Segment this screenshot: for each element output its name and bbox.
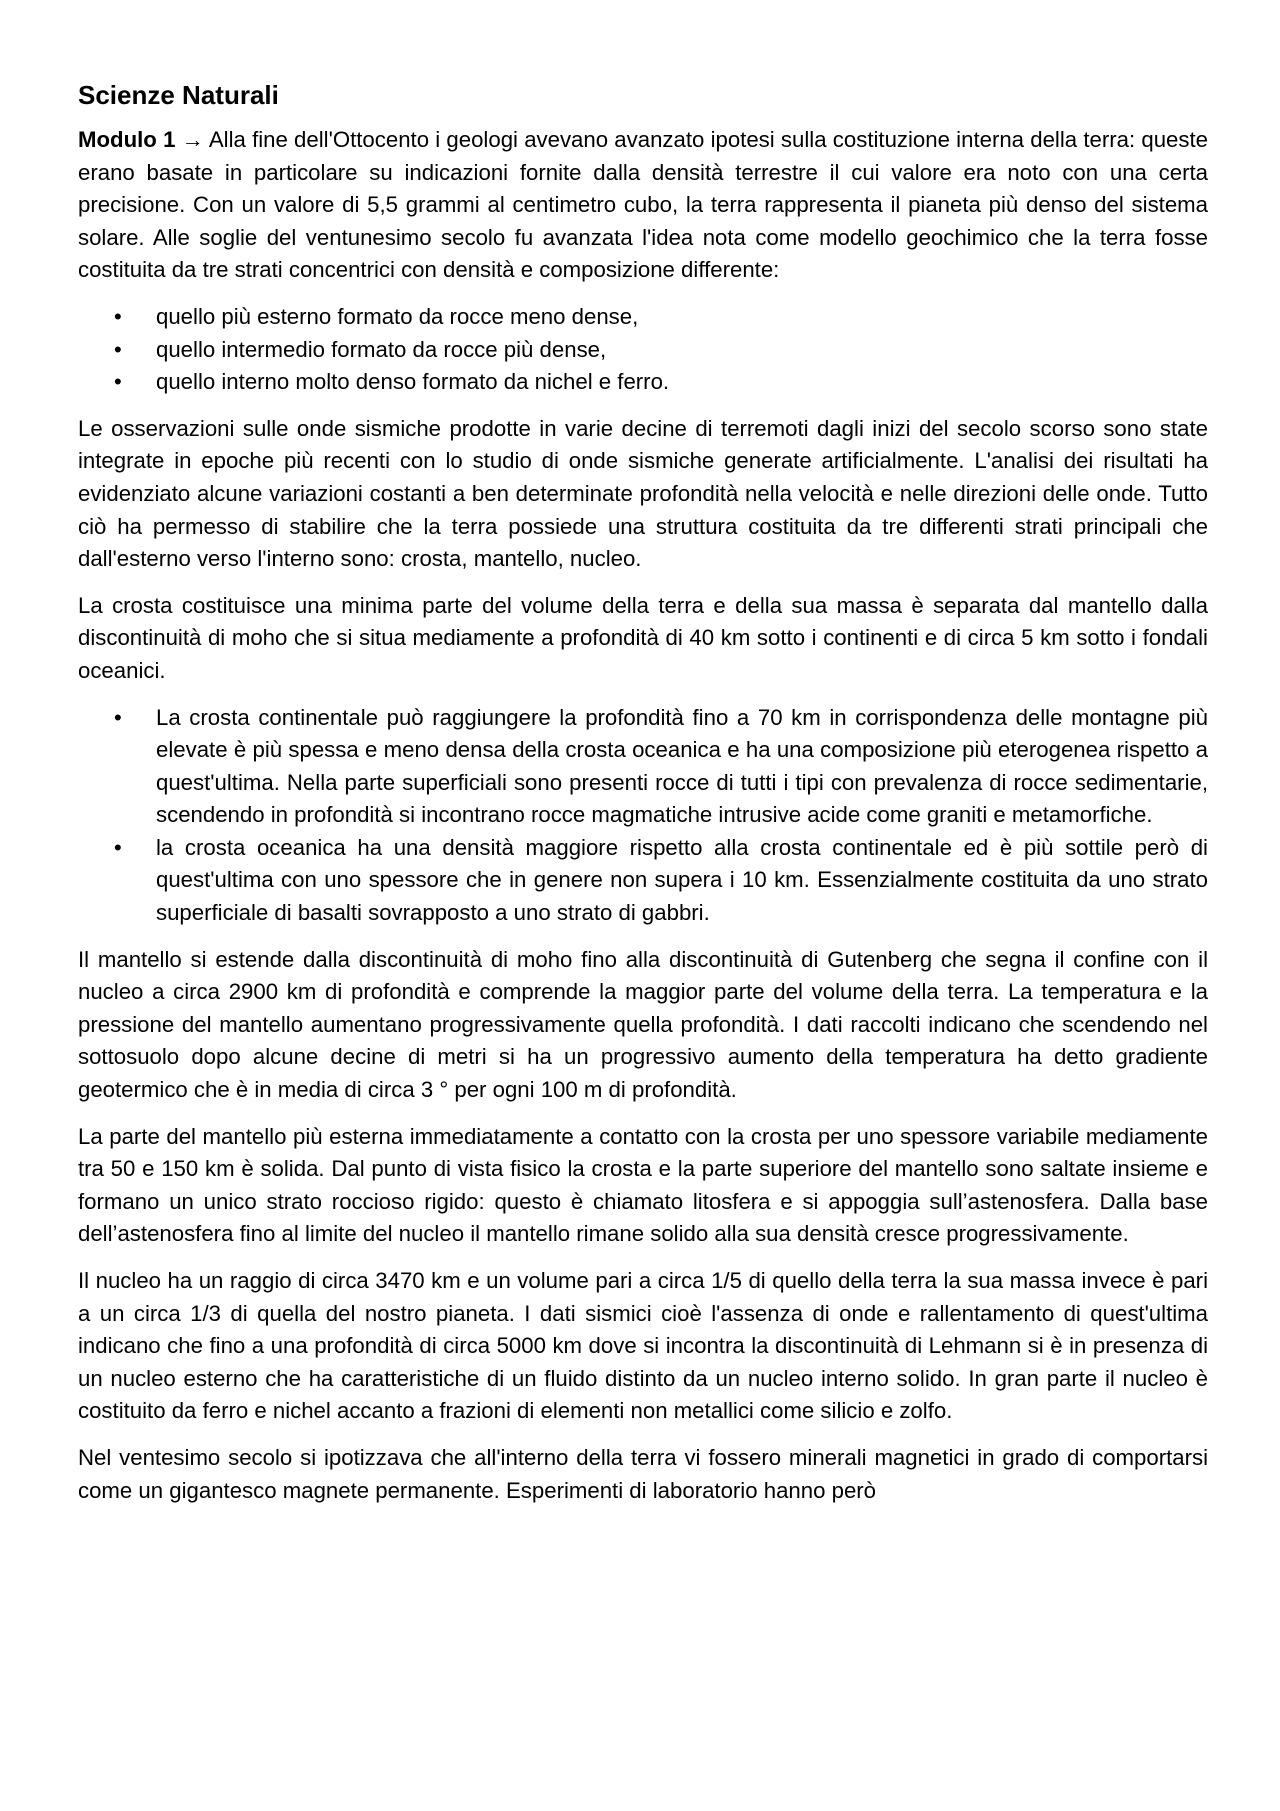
list-item-text: quello più esterno formato da rocce meno dense, xyxy=(156,303,639,329)
page-title: Scienze Naturali xyxy=(78,80,279,110)
intro-paragraph xyxy=(78,124,1208,287)
bullet-icon: • xyxy=(114,303,122,329)
strata-list xyxy=(78,301,1208,399)
modulo-label: Modulo 1 xyxy=(78,127,176,152)
seismic-paragraph: Le osservazioni sulle onde sismiche prodotte in varie decine di terremoti dagli inizi del secolo scorso sono state integrate in epoche più recenti con lo studio di onde sismiche generate artificialmente. L'analisi dei risultati ha evidenziato alcune variazioni costanti a ben determinate profondità nella velocità e nelle direzioni delle onde. Tutto ciò ha permesso di stabilire che la terra possiede una struttura costituita da tre differenti strati principali che dall'esterno verso l'interno sono: crosta, mantello, nucleo. xyxy=(78,415,1208,572)
arrow-icon: → xyxy=(181,127,204,152)
core-paragraph: Il nucleo ha un raggio di circa 3470 km e un volume pari a circa 1/5 di quello della terra la sua massa invece è pari a un circa 1/3 di quella del nostro pianeta. I dati sismici cioè l'assenza di onde e rallentamento di quest'ultima indicano che fino a una profondità di circa 5000 km dove si incontra la discontinuità di Lehmann si è in presenza di un nucleo esterno che ha caratteristiche di un fluido distinto da un nucleo interno solido. In gran parte il nucleo è costituito da ferro e nichel accanto a frazioni di elementi non metallici come silicio e zolfo. xyxy=(78,1268,1208,1424)
list-item xyxy=(78,366,1208,399)
crust-list xyxy=(78,702,1208,930)
list-item-text: quello intermedio formato da rocce più dense, xyxy=(156,336,607,362)
bullet-icon: • xyxy=(114,336,122,362)
bullet-icon: • xyxy=(114,834,122,860)
crust-paragraph: La crosta costituisce una minima parte del volume della terra e della sua massa è separata dal mantello dalla discontinuità di moho che si situa mediamente a profondità di 40 km sotto i continenti e di circa 5 km sotto i fondali oceanici. xyxy=(78,592,1208,683)
lithosphere-paragraph: La parte del mantello più esterna immediatamente a contatto con la crosta per uno spessore variabile mediamente tra 50 e 150 km è solida. Dal punto di vista fisico la crosta e la parte superiore del mantello sono saltate insieme e formano un unico strato roccioso rigido: questo è chiamato litosfera e si appoggia sull’astenosfera. Dalla base dell’astenosfera fino al limite del nucleo il mantello rimane solido alla sua densità cresce progressivamente. xyxy=(78,1123,1208,1247)
list-item-text: quello interno molto denso formato da nichel e ferro. xyxy=(156,369,670,395)
document-page xyxy=(78,78,1208,1521)
list-item xyxy=(78,301,1208,334)
bullet-icon: • xyxy=(114,704,122,730)
list-item xyxy=(78,702,1208,832)
intro-text: Alla fine dell'Ottocento i geologi avevano avanzato ipotesi sulla costituzione interna della terra: queste erano basate in particolare su indicazioni fornite dalla densità terrestre il cui valore era noto con una certa precisione. Con un valore di 5,5 grammi al centimetro cubo, la terra rappresenta il pianeta più denso del sistema solare. Alle soglie del ventunesimo secolo fu avanzata l'idea nota come modello geochimico che la terra fosse costituita da tre strati concentrici con densità e composizione differente: xyxy=(78,127,1208,283)
bullet-icon: • xyxy=(114,369,122,395)
list-item xyxy=(78,334,1208,367)
list-item-text: la crosta oceanica ha una densità maggiore rispetto alla crosta continentale ed è più sottile però di quest'ultima con uno spessore che in genere non supera i 10 km. Essenzialmente costituita da uno strato superficiale di basalti sovrapposto a uno strato di gabbri. xyxy=(156,834,1208,926)
magnetism-paragraph: Nel ventesimo secolo si ipotizzava che all'interno della terra vi fossero minerali magnetici in grado di comportarsi come un gigantesco magnete permanente. Esperimenti di laboratorio hanno però xyxy=(78,1444,1208,1503)
mantle-paragraph: Il mantello si estende dalla discontinuità di moho fino alla discontinuità di Gutenberg che segna il confine con il nucleo a circa 2900 km di profondità e comprende la maggior parte del volume della terra. La temperatura e la pressione del mantello aumentano progressivamente quella profondità. I dati raccolti indicano che scendendo nel sottosuolo dopo alcune decine di metri si ha un progressivo aumento della temperatura ha detto gradiente geotermico che è in media di circa 3 ° per ogni 100 m di profondità. xyxy=(78,946,1208,1103)
list-item xyxy=(78,832,1208,930)
list-item-text: La crosta continentale può raggiungere la profondità fino a 70 km in corrispondenza delle montagne più elevate è più spessa e meno densa della crosta oceanica e ha una composizione più eterogenea rispetto a quest'ultima. Nella parte superficiali sono presenti rocce di tutti i tipi con prevalenza di rocce sedimentarie, scendendo in profondità si incontrano rocce magmatiche intrusive acide come graniti e metamorfiche. xyxy=(156,704,1208,828)
